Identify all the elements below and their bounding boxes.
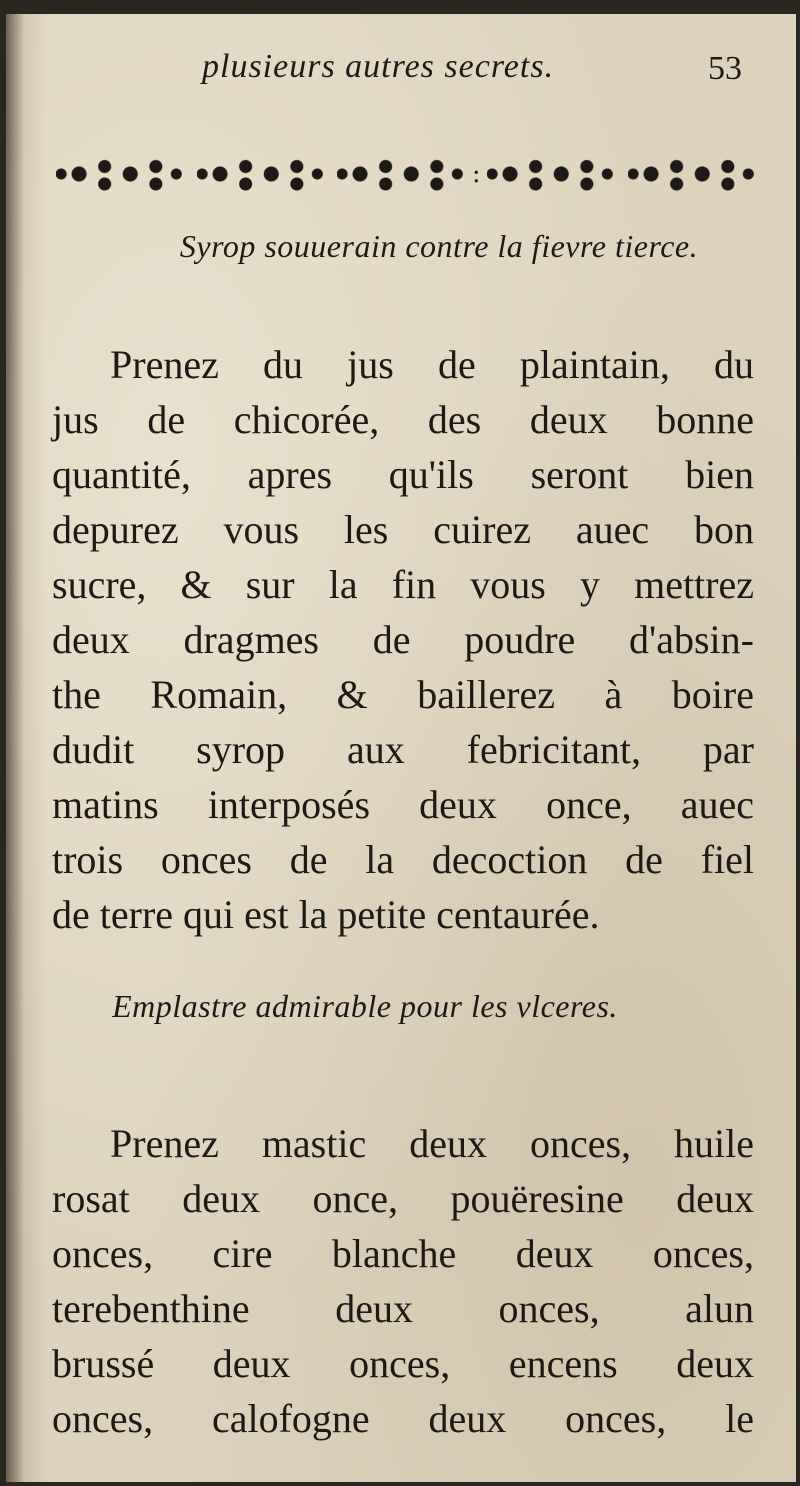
text-line: depurez vous les cuirez auec bon: [52, 507, 754, 552]
text-line: terebenthine deux onces, alun: [52, 1286, 754, 1331]
text-line: jus de chicorée, des deux bonne: [52, 397, 754, 442]
text-line: Prenez mastic deux onces, huile: [110, 1121, 754, 1166]
fleuron-ornament: [628, 149, 756, 199]
section-heading: Emplastre admirable pour les vlceres.: [112, 988, 618, 1024]
text-line: Prenez du jus de plaintain, du: [110, 342, 754, 387]
running-head: plusieurs autres secrets.: [202, 48, 555, 85]
fleuron-ornament: [487, 149, 615, 199]
text-line: trois onces de la decoction de fiel: [52, 837, 754, 882]
text-line: dudit syrop aux febricitant, par: [52, 727, 754, 772]
text-line: sucre, & sur la fin vous y mettrez: [52, 562, 754, 607]
text-line: brussé deux onces, encens deux: [52, 1341, 754, 1386]
text-line: the Romain, & baillerez à boire: [52, 672, 754, 717]
ornament-band: [56, 146, 756, 202]
page-gutter-shadow: [6, 14, 24, 1482]
page-number: 53: [708, 50, 742, 87]
book-page: [6, 14, 796, 1482]
text-line: de terre qui est la petite centaurée.: [52, 892, 600, 937]
ornament-separator: :: [471, 159, 481, 189]
text-line: matins interposés deux once, auec: [52, 782, 754, 827]
text-line: deux dragmes de poudre d'absin-: [52, 617, 754, 662]
text-line: onces, cire blanche deux onces,: [52, 1231, 754, 1276]
fleuron-ornament: [56, 149, 184, 199]
section-heading: Syrop souuerain contre la fievre tierce.: [179, 228, 699, 264]
fleuron-ornament: [337, 149, 465, 199]
text-line: onces, calofogne deux onces, le: [52, 1396, 754, 1441]
text-line: rosat deux once, pouëresine deux: [52, 1176, 754, 1221]
fleuron-ornament: [197, 149, 325, 199]
recipe-paragraph: [52, 337, 754, 942]
recipe-paragraph: [52, 1116, 754, 1446]
text-line: quantité, apres qu'ils seront bien: [52, 452, 754, 497]
